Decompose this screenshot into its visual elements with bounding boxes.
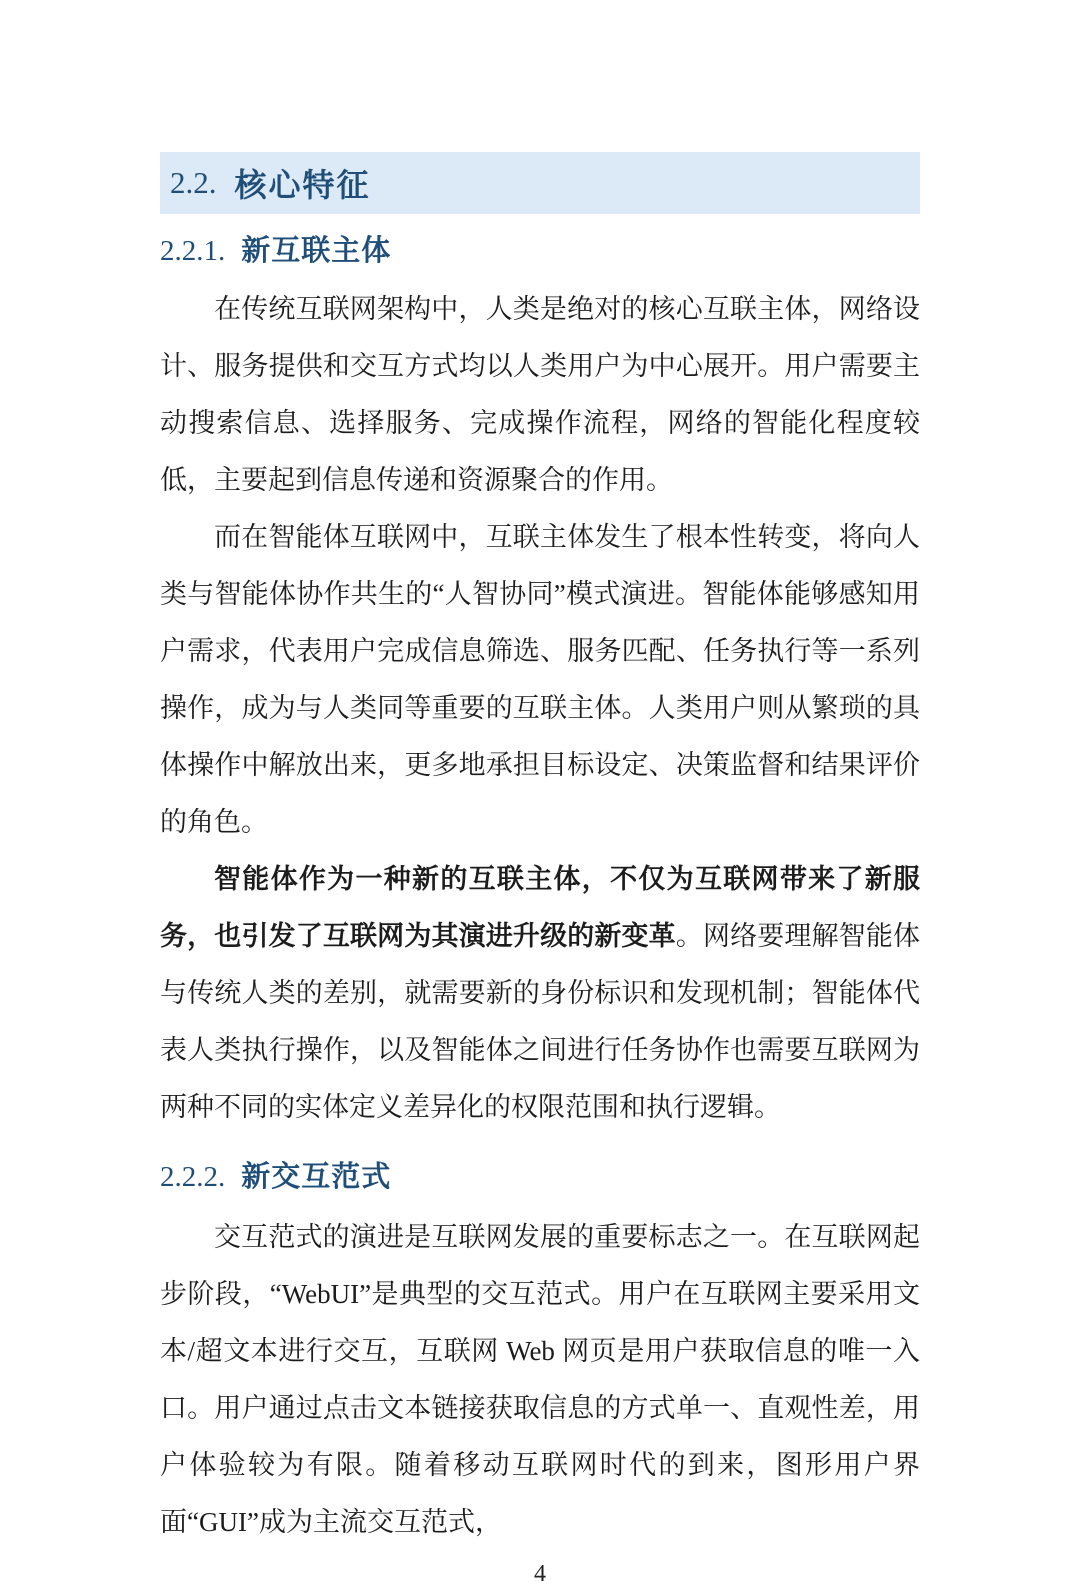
paragraph-new-subject bbox=[160, 851, 920, 1136]
paragraph-new-subject-regular-text: 。网络要理解智能体与传统人类的差别，就需要新的身份标识和发现机制；智能体代表人类执行操作，以及智能体之间进行任务协作也需要互联网为两种不同的实体定义差异化的权限范围和执行逻辑。 bbox=[160, 921, 921, 1122]
sub-heading-2-2-1-number: 2.2.1. bbox=[160, 235, 226, 267]
sub-heading-2-2-2 bbox=[160, 1154, 920, 1195]
sub-heading-2-2-2-number: 2.2.2. bbox=[160, 1161, 226, 1193]
sub-heading-2-2-2-title: 新交互范式 bbox=[241, 1161, 392, 1193]
page-number: 4 bbox=[534, 1561, 546, 1587]
page-footer bbox=[160, 1561, 920, 1588]
paragraph-agent-internet: 而在智能体互联网中，互联主体发生了根本性转变，将向人类与智能体协作共生的“人智协同”模式演进。智能体能够感知用户需求，代表用户完成信息筛选、服务匹配、任务执行等一系列操作，成为与人类同等重要的互联主体。人类用户则从繁琐的具体操作中解放出来，更多地承担目标设定、决策监督和结果评价的角色。 bbox=[160, 522, 920, 837]
section-heading-bar bbox=[160, 152, 920, 214]
sub-heading-2-2-1-title: 新互联主体 bbox=[241, 235, 392, 267]
paragraph-interaction-paradigm: 交互范式的演进是互联网发展的重要标志之一。在互联网起步阶段，“WebUI”是典型的交互范式。用户在互联网主要采用文本/超文本进行交互，互联网 Web 网页是用户获取信息的唯一入口。用户通过点击文本链接获取信息的方式单一、直观性差，用户体验较为有限。随着移动互联网时代的到来，图形用户界面“GUI”成为主流交互范式， bbox=[160, 1222, 920, 1537]
main-heading-title: 核心特征 bbox=[234, 167, 371, 203]
paragraph-traditional-internet: 在传统互联网架构中，人类是绝对的核心互联主体，网络设计、服务提供和交互方式均以人类用户为中心展开。用户需要主动搜索信息、选择服务、完成操作流程，网络的智能化程度较低，主要起到信息传递和资源聚合的作用。 bbox=[160, 294, 920, 495]
sub-heading-2-2-1 bbox=[160, 228, 920, 269]
paragraph-new-subject-bold-text: 智能体作为一种新的互联主体，不仅为互联网带来了新服务，也引发了互联网为其演进升级的新变革 bbox=[160, 864, 920, 951]
main-heading-number: 2.2. bbox=[170, 165, 217, 200]
